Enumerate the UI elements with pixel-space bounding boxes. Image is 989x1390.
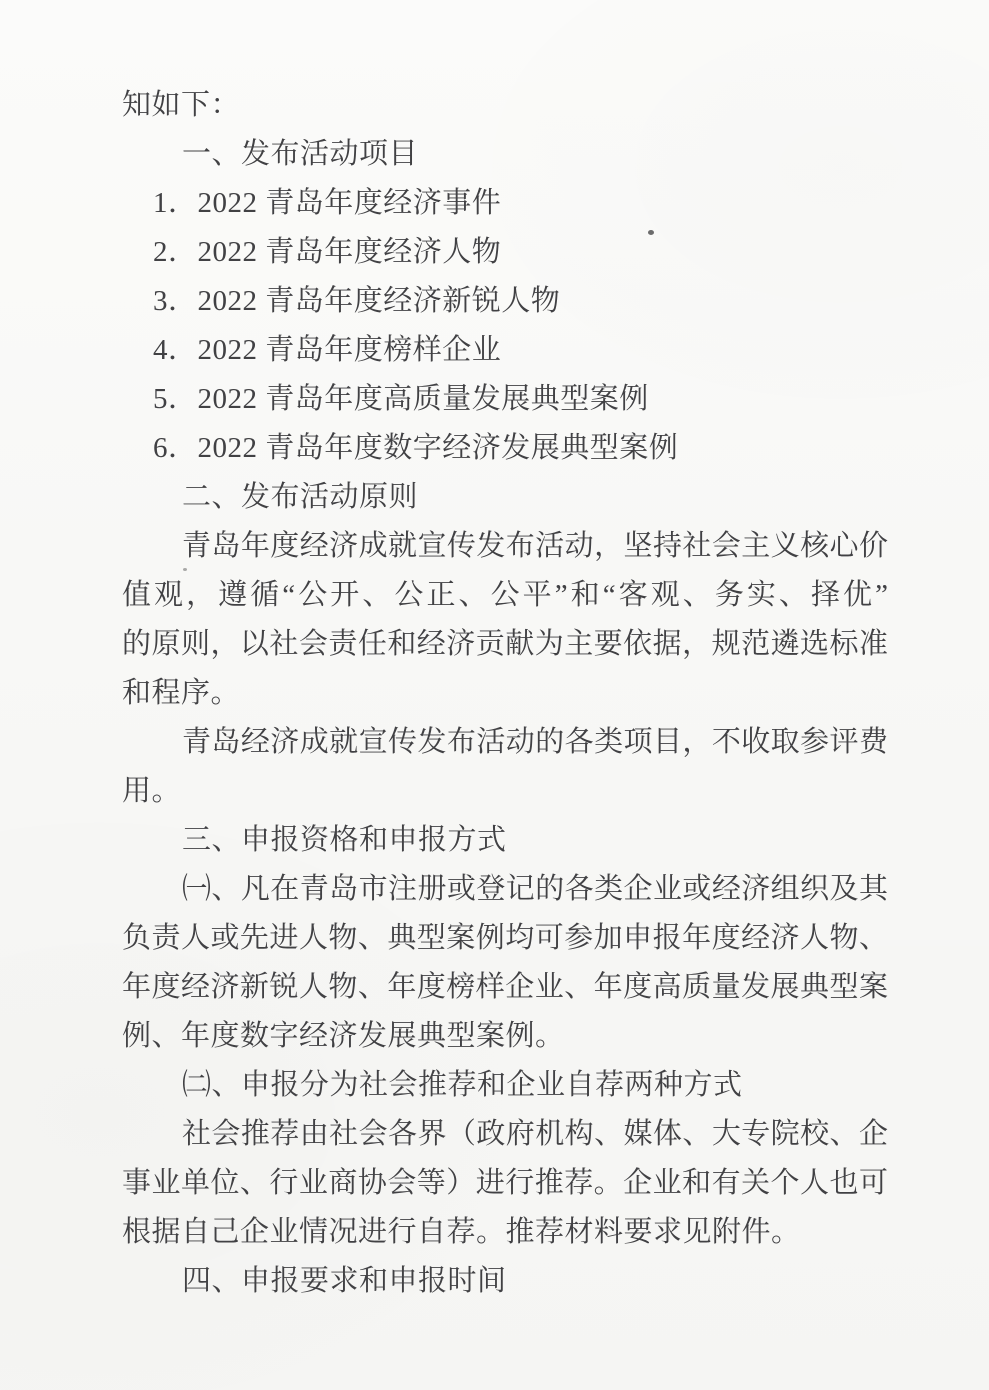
text-line: 事业单位、行业商协会等）进行推荐。企业和有关个人也可: [122, 1167, 888, 1199]
text-line: 值观，遵循“公开、公正、公平”和“客观、务实、择优”: [122, 579, 888, 611]
scan-speck: [648, 230, 654, 235]
text-line: 青岛年度经济成就宣传发布活动，坚持社会主义核心价: [182, 530, 888, 562]
scan-speck: [183, 568, 187, 571]
text-line: 6．2022 青岛年度数字经济发展典型案例: [153, 432, 679, 464]
text-line: 5．2022 青岛年度高质量发展典型案例: [153, 383, 649, 415]
text-line: 社会推荐由社会各界（政府机构、媒体、大专院校、企: [182, 1118, 888, 1150]
text-line: 负责人或先进人物、典型案例均可参加申报年度经济人物、: [122, 922, 888, 954]
text-line: 知如下：: [122, 89, 241, 121]
text-line: 例、年度数字经济发展典型案例。: [122, 1020, 565, 1052]
document-body: [122, 81, 888, 1306]
text-line: 三、申报资格和申报方式: [182, 824, 507, 856]
text-line: 2．2022 青岛年度经济人物: [153, 236, 502, 268]
text-line: 二、发布活动原则: [182, 481, 419, 513]
text-line: 四、申报要求和申报时间: [182, 1265, 507, 1297]
text-line: 根据自己企业情况进行自荐。推荐材料要求见附件。: [122, 1216, 801, 1248]
text-line: ㈠、凡在青岛市注册或登记的各类企业或经济组织及其: [182, 873, 888, 905]
text-line: 和程序。: [122, 677, 241, 709]
text-line: 一、发布活动项目: [182, 138, 419, 170]
text-line: 4．2022 青岛年度榜样企业: [153, 334, 502, 366]
text-line: 1．2022 青岛年度经济事件: [153, 187, 502, 219]
text-line: 用。: [122, 775, 182, 807]
text-line: ㈡、申报分为社会推荐和企业自荐两种方式: [182, 1069, 743, 1101]
text-line: 3．2022 青岛年度经济新锐人物: [153, 285, 561, 317]
text-line: 青岛经济成就宣传发布活动的各类项目，不收取参评费: [182, 726, 888, 758]
text-line: 年度经济新锐人物、年度榜样企业、年度高质量发展典型案: [122, 971, 888, 1003]
text-line: 的原则，以社会责任和经济贡献为主要依据，规范遴选标准: [122, 628, 888, 660]
